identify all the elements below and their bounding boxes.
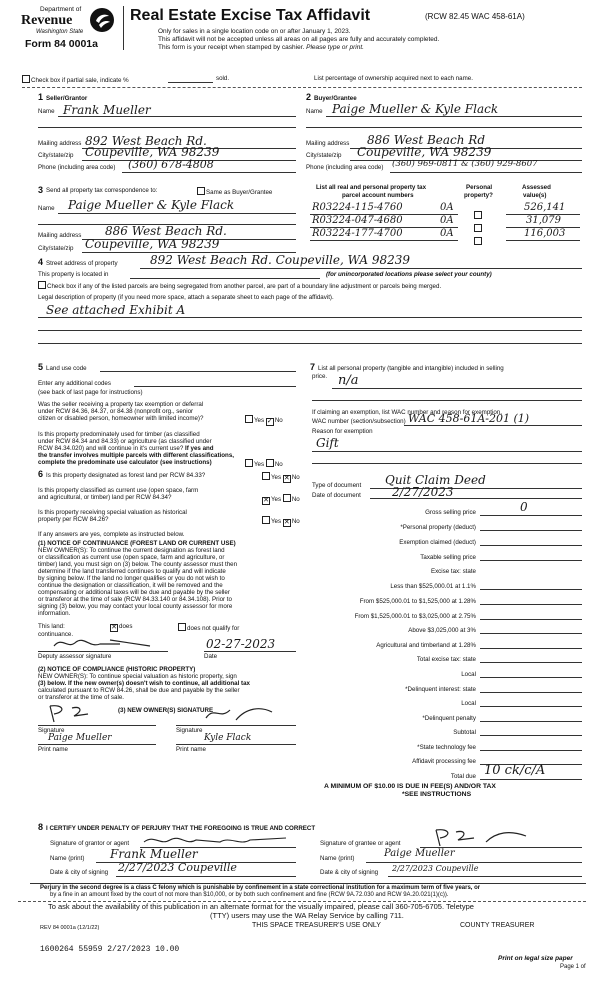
tax-row-value[interactable]: 0 (520, 500, 528, 514)
owner-print-name[interactable]: Paige Mueller (48, 733, 112, 743)
same-as-buyer-check[interactable]: Same as Buyer/Grantee (197, 187, 272, 196)
notice-line: or transferor at the time of sale (RCW 84.33.140 or 84.34.108). Prior to (38, 596, 232, 603)
tax-row-label: *Delinquent interest: state (405, 686, 476, 693)
seller-addr-label: Mailing address (38, 140, 82, 147)
personal-header: property? (464, 192, 493, 199)
county-treasurer-label: COUNTY TREASURER (460, 922, 535, 929)
personal-prop-label: List all personal property (tangible and intangible) included in selling (318, 365, 504, 372)
legal-description-label: Legal description of property (if you need more space, attach a separate sheet to each page of the affidavit). (38, 294, 334, 301)
section-number: 1 (38, 92, 44, 102)
timber-q: the transfer involves multiple parcels with different classifications, (38, 452, 234, 459)
page-number: Page 1 of (560, 964, 586, 970)
corr-name-label: Name (38, 205, 55, 212)
grantee-name[interactable]: Paige Mueller (384, 848, 455, 859)
buyer-phone[interactable]: (360) 969-0811 & (360) 929-8607 (392, 159, 538, 169)
signature-label: Signature (176, 727, 203, 734)
assessed-header: Assessed (522, 184, 551, 191)
located-label: This property is located in (38, 271, 109, 278)
notice-line: NEW OWNER(S): To continue the current designation as forest land (38, 547, 225, 554)
buyer-label: Buyer/Grantee (314, 95, 357, 102)
legal-description[interactable]: See attached Exhibit A (46, 303, 186, 317)
forest-q: Is this property designated as forest land per RCW 84.33? (46, 472, 206, 479)
timber-yes-no[interactable]: Yes No (245, 459, 283, 468)
property-address[interactable]: 892 West Beach Rd. Coupeville, WA 98239 (150, 253, 410, 267)
buyer-city[interactable]: Coupeville, WA 98239 (357, 145, 492, 159)
open-space-q: Is this property classified as current use (open space, farm (38, 487, 199, 494)
parcel-mark: 0A (440, 228, 454, 239)
street-label: Street address of property (46, 260, 118, 267)
notice-line: calculated pursuant to RCW 84.26, shall be due and payable by the seller (38, 687, 240, 694)
tax-row-label: Above $3,025,000 at 3% (408, 627, 476, 634)
corr-addr-label: Mailing address (38, 232, 82, 239)
tax-row-label: Exemption claimed (deduct) (399, 539, 476, 546)
notice-line: compensating or additional taxes will be due and payable by the seller (38, 589, 230, 596)
doc-type-label: Type of document (312, 482, 362, 489)
total-due-value[interactable]: 10 ck/c/A (484, 763, 546, 778)
accessibility-line: To ask about the availability of this publication in an alternate format for the visually impaired, please call 360-705-6705. Teletype (48, 902, 474, 911)
notice-compliance-title: (2) NOTICE OF COMPLIANCE (HISTORIC PROPERTY) (38, 666, 196, 673)
parcel-number[interactable]: R03224-177-4700 (312, 228, 403, 239)
wac-label: WAC number (section/subsection) (312, 418, 406, 425)
land-use-label: Land use code (46, 365, 87, 372)
historic-q: property per RCW 84.26? (38, 516, 109, 523)
grantee-date-city[interactable]: 2/27/2023 Coupeville (392, 864, 479, 873)
doc-date[interactable]: 2/27/2023 (392, 485, 454, 499)
this-land-label: This land: (38, 623, 65, 630)
treasurer-label: THIS SPACE TREASURER'S USE ONLY (252, 922, 381, 929)
tax-row-label: Agricultural and timberland at 1.28% (376, 642, 476, 649)
perjury-line: by a fine in an amount fixed by the court of not more than $10,000, or by both such confinement and fine (RCW 9A.72.030 and RCW 9A.20.021(1)(c)). (50, 892, 449, 898)
notice-line: timber) land, you must sign on (3) below. The county assessor must then (38, 561, 238, 568)
parcel-mark: 0A (440, 215, 454, 226)
form-title: Real Estate Excise Tax Affidavit (130, 7, 371, 24)
parcel-number[interactable]: R03224-047-4680 (312, 215, 403, 226)
state-label: Washington State (36, 29, 84, 35)
date-label: Date (204, 653, 218, 660)
tax-row-label: *State technology fee (417, 744, 476, 751)
personal-property-checkbox[interactable] (474, 237, 482, 245)
print-name-label: Print name (38, 746, 68, 753)
timber-q: Is this property predominately used for timber (as classified (38, 431, 200, 438)
accessibility-line: (TTY) users may use the WA Relay Service by calling 711. (210, 911, 404, 920)
grantor-date-label: Date & city of signing (50, 869, 109, 876)
notice-line: continue the designation or classification, it will be removed and the (38, 582, 223, 589)
exemption-q: under RCW 84.36, 84.37, or 84.38 (nonprofit org., senior (38, 408, 194, 415)
exemption-q: citizen or disabled person, homeowner with limited income)? (38, 415, 204, 422)
minimum-due-note: A MINIMUM OF $10.00 IS DUE IN FEE(S) AND/OR TAX (324, 783, 496, 790)
partial-sold-label: sold. (216, 75, 230, 82)
personal-prop-value[interactable]: n/a (338, 373, 359, 388)
notice-line: signing (3) below, you may contact your local county assessor for more (38, 603, 233, 610)
if-yes-note: If any answers are yes, complete as instructed below. (38, 531, 185, 538)
does-check[interactable]: ✕ does (111, 623, 133, 631)
form-number: Form 84 0001a (25, 38, 98, 50)
rcw-ref: (RCW 82.45 WAC 458-61A) (425, 12, 525, 21)
notice-line: or classification as current use (open space, farm and agriculture, or (38, 554, 225, 561)
grantor-name[interactable]: Frank Mueller (110, 847, 198, 861)
notice-line: information. (38, 610, 71, 617)
intro-line-2: This affidavit will not be accepted unless all areas on all pages are fully and accurately completed. (158, 36, 440, 43)
seller-phone[interactable]: (360) 678-4808 (128, 158, 214, 171)
tax-row-label: *Personal property (deduct) (400, 524, 476, 531)
timber-q: under RCW 84.34 and 84.33) or agriculture (as classified under (38, 438, 212, 445)
section-number: 3 (38, 185, 44, 195)
open-space-yes-no[interactable]: ✕ Yes No (263, 496, 300, 504)
continuance-label: continuance. (38, 631, 74, 638)
buyer-phone-label: Phone (including area code) (306, 164, 384, 171)
grantee-name-label: Name (print) (320, 855, 355, 862)
perjury-line: Perjury in the second degree is a class C felony which is punishable by confinement in a state correctional institution for a maximum term of five years, or (40, 885, 481, 891)
section-number: 4 (38, 257, 44, 267)
tax-row-label: Taxable selling price (420, 554, 476, 561)
tax-row-label: Affidavit processing fee (412, 758, 476, 765)
open-space-q: and agricultural, or timber) land per RCW 84.34? (38, 494, 172, 501)
corr-name[interactable]: Paige Mueller & Kyle Flack (68, 198, 235, 212)
tax-row-label: *Delinquent penalty (422, 715, 476, 722)
exemption-claim-label: If claiming an exemption, list WAC number and reason for exemption. (312, 409, 502, 416)
print-name-label: Print name (176, 746, 206, 753)
parcel-mark: 0A (440, 202, 454, 213)
see-instructions: *SEE INSTRUCTIONS (402, 791, 472, 798)
notice-line: by signing below. If the land no longer qualifies or you do not wish to (38, 575, 225, 582)
notice-line: (3) below. If the new owner(s) doesn't wish to continue, all additional tax (38, 680, 250, 687)
notice-line: determine if the land transferred continues to qualify and will indicate (38, 568, 226, 575)
tax-row-label: Excise tax: state (430, 568, 476, 575)
notice-line: or transferor at the time of sale. (38, 694, 124, 701)
signature-label: Signature (38, 727, 65, 734)
revenue-logo-icon (89, 7, 115, 33)
section-number: 6 (38, 469, 44, 479)
parcel-header: List all real and personal property tax (316, 184, 427, 191)
parcel-number[interactable]: R03224-115-4760 (312, 202, 403, 213)
exemption-q: Was the seller receiving a property tax exemption or deferral (38, 401, 204, 408)
buyer-city-label: City/state/zip (306, 152, 342, 159)
timber-q: complete the predominate use calculator (see instructions) (38, 459, 212, 466)
doc-date-label: Date of document (312, 492, 361, 499)
notice-continuance-title: (1) NOTICE OF CONTINUANCE (FOREST LAND OR CURRENT USE) (38, 540, 236, 547)
deputy-label: Deputy assessor signature (38, 653, 112, 660)
exemption-yes-no[interactable]: Yes ✓ No (245, 415, 283, 426)
timber-q: RCW 84.34.020) and will continue in it's current use? If yes and (38, 445, 214, 452)
certify-statement: I CERTIFY UNDER PENALTY OF PERJURY THAT THE FOREGOING IS TRUE AND CORRECT (46, 825, 316, 832)
revenue-logo-text: Revenue (21, 13, 73, 28)
section-number: 7 (310, 362, 316, 372)
cashier-stamp: 1600264 55959 2/27/2023 10.00 (40, 945, 180, 954)
see-back-note: (see back of last page for instructions) (38, 389, 143, 396)
forest-yes-no[interactable]: Yes ✕ No (262, 472, 300, 483)
intro-line-1: Only for sales in a single location code on or after January 1, 2023. (158, 28, 351, 35)
tax-row-label: Total due (450, 773, 476, 780)
grantee-date-label: Date & city of signing (320, 869, 379, 876)
new-owner-sig-label: (3) NEW OWNER(S) SIGNATURE (118, 707, 214, 714)
revision-label: REV 84 0001a (12/1/22) (40, 925, 100, 931)
section-number: 8 (38, 822, 44, 832)
tax-row-label: Total excise tax: state (416, 656, 476, 663)
dept-label: Department of (40, 6, 82, 13)
exemption-reason[interactable]: Gift (316, 436, 339, 450)
seller-name[interactable]: Frank Mueller (63, 103, 151, 117)
buyer-address[interactable]: 886 West Beach Rd (367, 133, 486, 147)
assessed-value[interactable]: 526,141 (524, 202, 566, 213)
grantor-sig-label: Signature of grantor or agent (50, 840, 130, 847)
assessed-header: value(s) (523, 192, 547, 199)
tax-row-label: Local (461, 700, 476, 707)
tax-row-label: Local (461, 671, 476, 678)
personal-prop-label: price. (312, 373, 328, 380)
seller-city-label: City/state/zip (38, 152, 74, 159)
corr-address[interactable]: 886 West Beach Rd. (105, 224, 227, 238)
tax-row-label: Gross selling price (425, 509, 476, 516)
buyer-addr-label: Mailing address (306, 140, 350, 147)
intro-line-3: This form is your receipt when stamped by cashier. Please type or print. (158, 44, 364, 51)
tax-row-label: Subtotal (453, 729, 476, 736)
seller-label: Seller/Grantor (46, 95, 88, 102)
does-not-check[interactable]: does not qualify for (178, 623, 239, 632)
historic-q: Is this property receiving special valuation as historical (38, 509, 187, 516)
owner-print-name[interactable]: Kyle Flack (204, 733, 252, 743)
section-number: 2 (306, 92, 312, 102)
parcel-header: parcel account numbers (342, 192, 414, 199)
tax-row-label: Less than $525,000.01 at 1.1% (390, 583, 476, 590)
print-size-note: Print on legal size paper (498, 955, 573, 962)
reason-label: Reason for exemption (312, 428, 373, 435)
additional-codes-label: Enter any additional codes (38, 380, 111, 387)
segregated-check[interactable]: Check box if any of the listed parcels are being segregated from another parcel, are part of a boundary line adjustment or parcels being merged. (38, 281, 441, 290)
grantor-name-label: Name (print) (50, 855, 85, 862)
corr-city-label: City/state/zip (38, 245, 74, 252)
grantee-sig-label: Signature of grantee or agent (320, 840, 401, 847)
wac-number[interactable]: WAC 458-61A-201 (1) (408, 412, 530, 425)
buyer-name[interactable]: Paige Mueller & Kyle Flack (332, 102, 499, 116)
unincorporated-note: (for unincorporated locations please select your county) (326, 271, 492, 278)
corr-city[interactable]: Coupeville, WA 98239 (85, 237, 220, 251)
partial-sale-check[interactable]: Check box if partial sale, indicate % (22, 75, 129, 84)
seller-phone-label: Phone (including area code) (38, 164, 116, 171)
tax-row-label: From $1,525,000.01 to $3,025,000 at 2.75% (354, 613, 476, 620)
seller-address[interactable]: 892 West Beach Rd. (85, 134, 207, 148)
buyer-name-label: Name (306, 108, 323, 115)
assessed-value[interactable]: 116,003 (524, 228, 566, 239)
doc-type[interactable]: Quit Claim Deed (385, 473, 486, 487)
notice-line: NEW OWNER(S): To continue special valuation as historic property, sign (38, 673, 237, 680)
correspondence-label: Send all property tax correspondence to: (46, 187, 158, 194)
grantor-date-city[interactable]: 2/27/2023 Coupeville (118, 861, 237, 874)
personal-header: Personal (466, 184, 493, 191)
seller-city[interactable]: Coupeville, WA 98239 (85, 145, 220, 159)
ownership-note: List percentage of ownership acquired next to each name. (314, 75, 473, 82)
historic-yes-no[interactable]: Yes ✕ No (262, 516, 300, 527)
section-number: 5 (38, 362, 44, 372)
deputy-date[interactable]: 02-27-2023 (206, 637, 276, 651)
assessed-value[interactable]: 31,079 (526, 215, 561, 226)
tax-row-label: From $525,000.01 to $1,525,000 at 1.28% (359, 598, 476, 605)
seller-name-label: Name (38, 108, 55, 115)
